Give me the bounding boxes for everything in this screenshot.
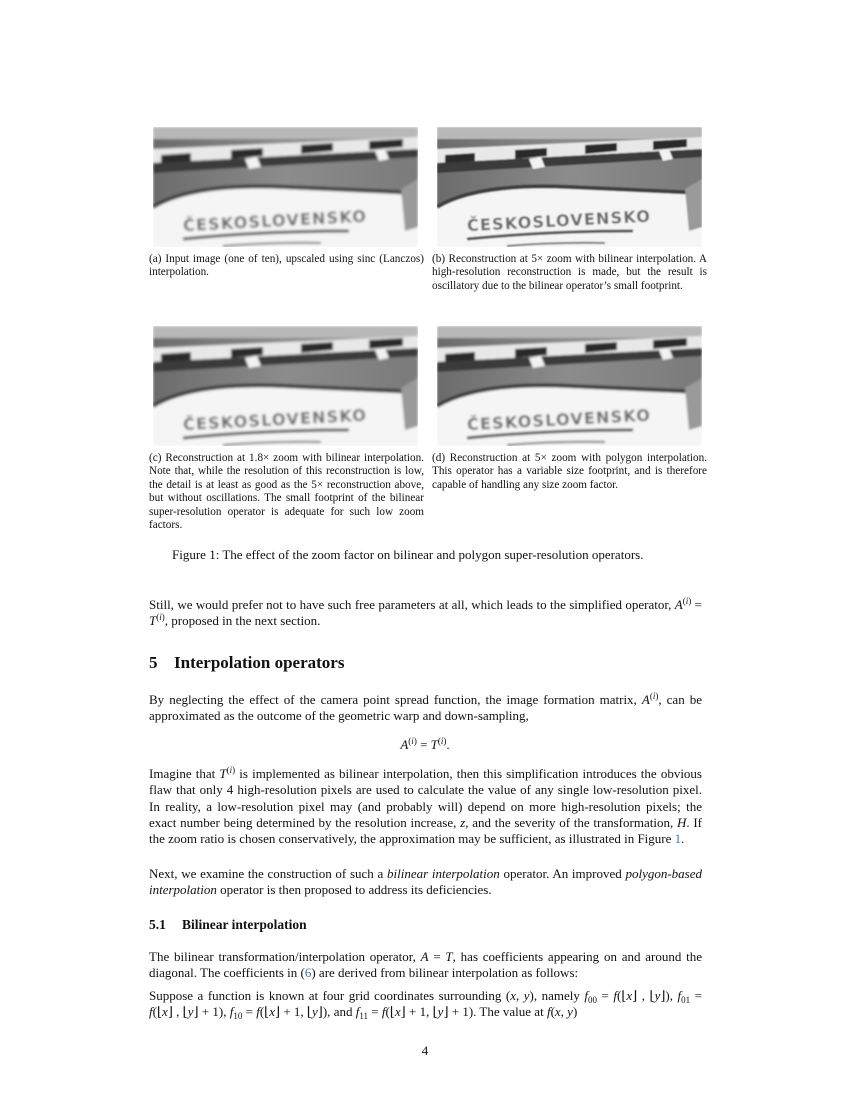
subfigure-a <box>149 127 424 280</box>
paragraph-2: By neglecting the effect of the camera point spread function, the image formation matrix, $A^{(i)}$, can be approximated as the outcome of the geometric warp and down-sampling, <box>149 691 703 724</box>
subfigure-caption-d: (d) Reconstruction at 5× zoom with polygon interpolation. This operator has a variable size footprint, and is therefore capable of handling any size zoom factor. <box>432 452 707 491</box>
figure-image-bilinear-5x <box>437 127 702 247</box>
subsection-title: Bilinear interpolation <box>182 917 307 932</box>
equation: $A^{(i)} = T^{(i)}$. <box>400 736 450 752</box>
figure-image-input <box>153 127 418 247</box>
paragraph-3: Imagine that $T^{(i)}$ is implemented as bilinear interpolation, then this simplification introduces the obvious flaw that only 4 high-resolution pixels are used to calculate the value of any single low-resolution pixel. In reality, a low-resolution pixel may (and probably will) depend on more high-resolution pixels; the exact number being determined by the resolution increase, z, and the severity of the transformation, H. If the zoom ratio is chosen conservatively, the approximation may be sufficient, as illustrated in Figure 1. <box>149 765 702 847</box>
subsection-number: 5.1 <box>149 917 166 932</box>
subfigure-b <box>432 127 707 293</box>
subfigure-caption-a: (a) Input image (one of ten), upscaled using sinc (Lanczos) interpolation. <box>149 253 424 279</box>
figure-image-polygon-5x <box>437 326 702 446</box>
section-heading <box>149 653 344 673</box>
paragraph-5: The bilinear transformation/interpolation operator, A = T, has coefficients appearing on and around the diagonal. The coefficients in (6) are derived from bilinear interpolation as follows: <box>149 949 702 981</box>
subsection-heading <box>149 917 307 933</box>
subfigure-d <box>432 326 707 492</box>
subfigure-caption-b: (b) Reconstruction at 5× zoom with bilinear interpolation. A high-resolution reconstruction is made, but the result is oscillatory due to the bilinear operator’s small footprint. <box>432 253 707 292</box>
figure-1-link[interactable]: 1 <box>674 831 682 847</box>
paragraph-1: Still, we would prefer not to have such free parameters at all, which leads to the simplified operator, $A^{(i)} = T^{(i)}$, proposed in the next section. <box>149 596 702 629</box>
page-number: 4 <box>421 1043 429 1058</box>
paragraph-6: Suppose a function is known at four grid coordinates surrounding (x, y), namely $f_{00}$ = f(⌊x⌋ , ⌊y⌋), $f_{01}$ = f(⌊x⌋ , ⌊y⌋ + 1), $f_{10}$ = f(⌊x⌋ + 1, ⌊y⌋), and $f_{11}$ = f(⌊x⌋ + 1, ⌊y⌋ + 1). The value at f(x, y) <box>149 988 702 1022</box>
figure-caption: Figure 1: The effect of the zoom factor on bilinear and polygon super-resolution operators. <box>172 547 644 562</box>
equation-6-link[interactable]: 6 <box>304 965 312 981</box>
subfigure-caption-c: (c) Reconstruction at 1.8× zoom with bilinear interpolation. Note that, while the resolution of this reconstruction is low, the detail is at least as good as the 5× reconstruction above, but without oscillations. The small footprint of the bilinear super-resolution operator is adequate for such low zoom factors. <box>149 452 424 532</box>
section-title: Interpolation operators <box>174 653 345 672</box>
paragraph-4: Next, we examine the construction of such a bilinear interpolation operator. An improved polygon-based interpolation operator is then proposed to address its deficiencies. <box>149 866 703 898</box>
figure-image-bilinear-1-8x <box>153 326 418 446</box>
section-number: 5 <box>149 653 158 672</box>
subfigure-c <box>149 326 424 532</box>
